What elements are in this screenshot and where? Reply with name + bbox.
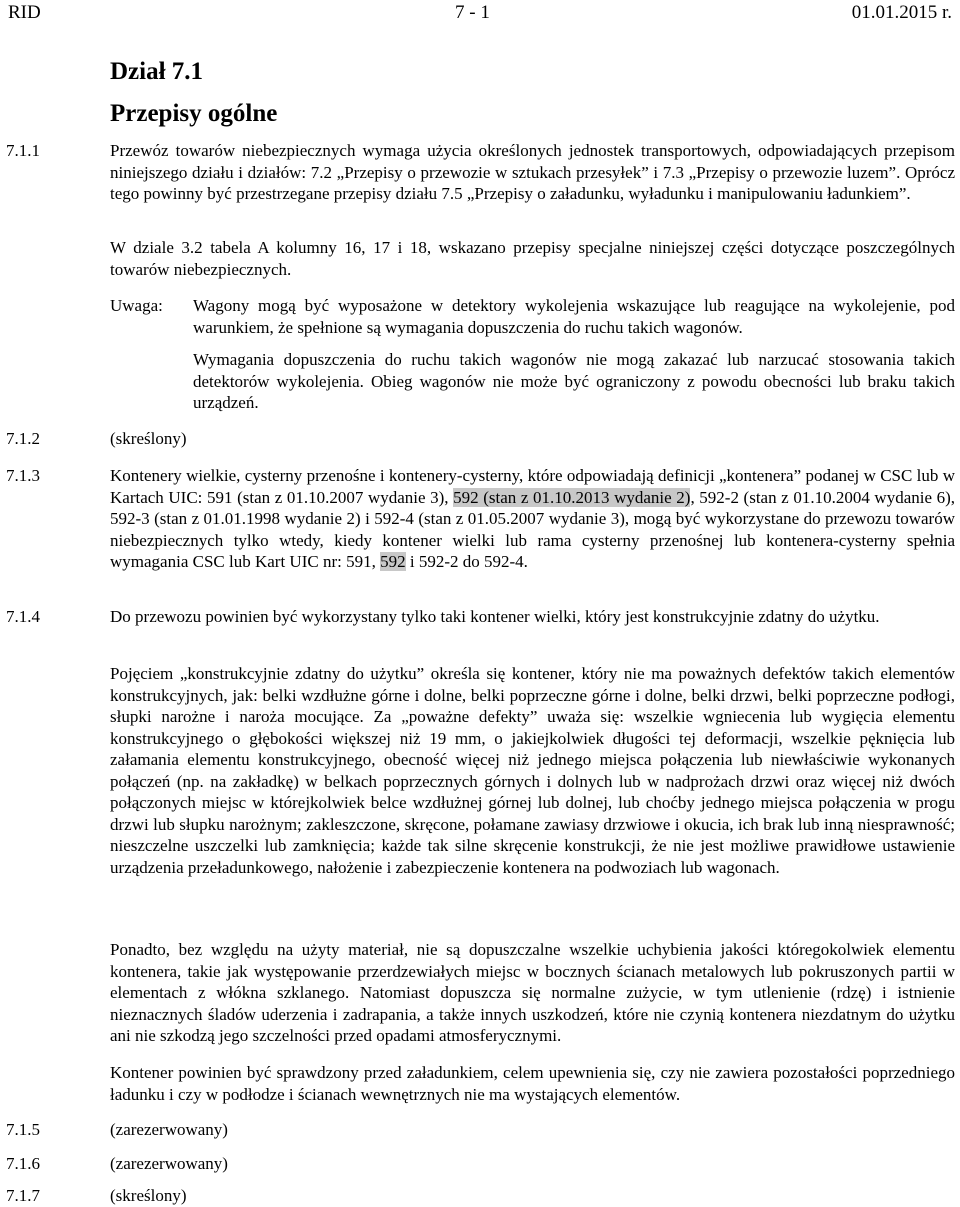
section-number: 7.1.4 (6, 607, 40, 626)
section-paragraph: Ponadto, bez względu na użyty materiał, nie są dopuszczalne wszelkie uchybienia jakości któregokolwiek elementu kontenera, takie jak występowanie przerdzewiałych miejsc w bocznych ścianach metalowych lub pokruszonych partii w elementach z włókna szklanego. Natomiast dopuszcza się normalne zużycie, w tym utlenienie (rdzę) i istnienie nieznacznych śladów uderzenia i zadrapania, a także innych uszkodzeń, które nie czynią kontenera niezdatnym do użytku ani nie szkodzą jego szczelności przed opadami atmosferycznymi. (110, 940, 955, 1045)
section-number: 7.1.5 (6, 1120, 40, 1139)
section-text: (skreślony) (110, 1186, 187, 1205)
section-number: 7.1.7 (6, 1186, 40, 1205)
section-paragraph: Kontener powinien być sprawdzony przed załadunkiem, celem upewnienia się, czy nie zawiera pozostałości poprzedniego ładunku i czy w podłodze i ścianach wewnętrznych nie ma wystających elementów. (110, 1063, 955, 1104)
section-paragraph: W dziale 3.2 tabela A kolumny 16, 17 i 18, wskazano przepisy specjalne niniejszej części dotyczące poszczególnych towarów niebezpiecznych. (110, 238, 955, 279)
chapter-subtitle: Przepisy ogólne (110, 100, 278, 127)
text-run: Kontenery wielkie, cysterny przenośne i kontenery-cysterny, które odpowiadają definicji „kontenera” podanej w CSC lub w Kartach UIC: 591 (stan z 01.10.2007 wydanie 3), (110, 466, 955, 507)
section-text: (zarezerwowany) (110, 1120, 228, 1139)
section-paragraph: Do przewozu powinien być wykorzystany tylko taki kontener wielki, który jest konstrukcyjnie zdatny do użytku. (110, 607, 880, 626)
highlighted-text: 592 (stan z 01.10.2013 wydanie 2) (453, 487, 691, 507)
text-run: i 592-2 do 592-4. (405, 552, 528, 571)
header-date: 01.01.2015 r. (851, 2, 952, 23)
note-paragraph: Wagony mogą być wyposażone w detektory wykolejenia wskazujące lub reagujące na wykolejenie, pod warunkiem, że spełnione są wymagania dopuszczenia do ruchu takich wagonów. (193, 296, 955, 337)
header-doc-name: RID (8, 2, 41, 23)
highlighted-text: 592 (380, 552, 406, 571)
text-run: , 592-2 (stan z 01.10.2004 wydanie 6), 592-3 (stan z 01.01.1998 wydanie 2) i 592-4 (stan z 01.05.2007 wydanie 3), mogą być wykorzystane do przewozu towarów niebezpiecznych tylko wtedy, kiedy kontener wielki lub rama cysterny przenośnej lub kontenera-cysterny spełnia wymagania CSC lub Kart UIC nr: 591, (110, 487, 956, 571)
header-page-number: 7 - 1 (455, 2, 490, 23)
section-text: (zarezerwowany) (110, 1154, 228, 1173)
section-number: 7.1.1 (6, 141, 40, 160)
section-number: 7.1.2 (6, 429, 40, 448)
section-paragraph: Pojęciem „konstrukcyjnie zdatny do użytku” określa się kontener, który nie ma poważnych defektów takich elementów konstrukcyjnych, jak: belki wzdłużne górne i dolne, belki poprzeczne górne i dolne, belki drzwi, belki poprzeczne podłogi, słupki narożne i naroża mocujące. Za „poważne defekty” uważa się: wszelkie wgniecenia lub wygięcia elementu konstrukcyjnego o głębokości większej niż 19 mm, o jakiejkolwiek długości tej deformacji, wszelkie pęknięcia lub załamania elementu konstrukcyjnego, obecność więcej niż jednego miejsca połączenia lub niewłaściwie wykonanych połączeń (np. na zakładkę) w belkach poprzecznych górnych i dolnych lub w nadprożach drzwi oraz więcej niż dwóch połączonych miejsc w którejkolwiek belce wzdłużnej górnej lub dolnej, lub choćby jednego miejsca połączenia w progu drzwi lub słupku narożnym; zakleszczone, skręcone, połamane zawiasy drzwiowe i okucia, ich brak lub inną niesprawność; nieszczelne uszczelki lub zamknięcia; każde tak silne skręcenie konstrukcji, że nie jest możliwe prawidłowe ustawienie urządzenia przeładunkowego, nałożenie i zabezpieczenie kontenera na podwoziach lub wagonach. (110, 664, 955, 877)
chapter-title: Dział 7.1 (110, 58, 204, 85)
section-number: 7.1.3 (6, 466, 40, 485)
section-number: 7.1.6 (6, 1154, 40, 1173)
section-paragraph (110, 465, 955, 573)
note-label: Uwaga: (110, 296, 163, 315)
note-paragraph: Wymagania dopuszczenia do ruchu takich wagonów nie mogą zakazać lub narzucać stosowania takich detektorów wykolejenia. Obieg wagonów nie może być ograniczony z powodu obecności lub braku takich urządzeń. (193, 350, 955, 412)
section-text: (skreślony) (110, 429, 187, 448)
section-paragraph: Przewóz towarów niebezpiecznych wymaga użycia określonych jednostek transportowych, odpowiadających przepisom niniejszego działu i działów: 7.2 „Przepisy o przewozie w sztukach przesyłek” i 7.3 „Przepisy o przewozie luzem”. Oprócz tego powinny być przestrzegane przepisy działu 7.5 „Przepisy o załadunku, wyładunku i manipulowaniu ładunkiem”. (110, 141, 955, 203)
